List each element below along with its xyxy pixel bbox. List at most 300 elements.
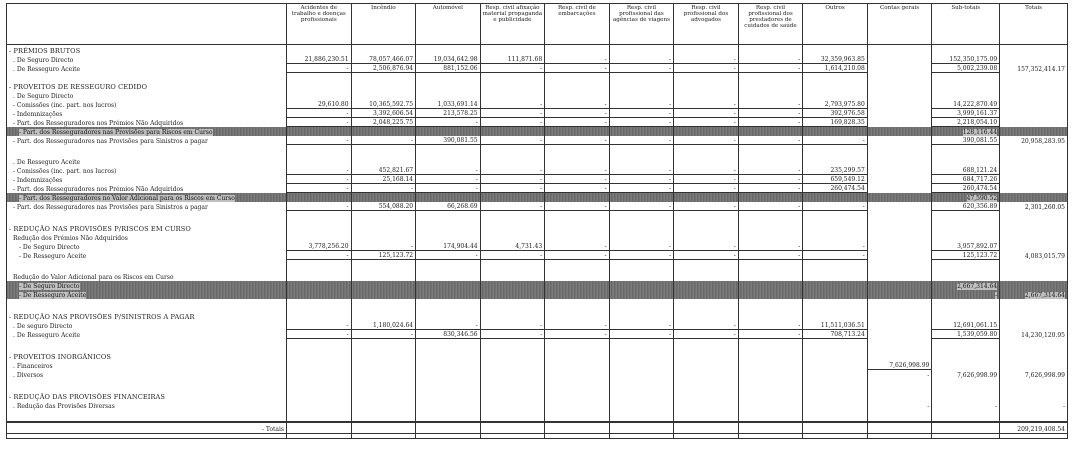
cell-value: - [733, 243, 736, 250]
row-label [7, 391, 287, 401]
cell-value: 4,083,015.79 [1024, 252, 1065, 260]
cell-value: 2,301,260.05 [1024, 203, 1065, 211]
cell-value: 2,218,054.10 [957, 119, 998, 126]
cell-value: 32,359,963.85 [820, 56, 865, 63]
cell-value: 620,356.89 [962, 203, 998, 210]
table-cell [287, 251, 352, 260]
row-label [7, 211, 287, 223]
table-cell [867, 251, 932, 260]
cell-value: 1,539,059.80 [957, 331, 998, 338]
table-cell [416, 73, 481, 81]
header-label-column [7, 4, 287, 45]
table-cell [609, 157, 674, 166]
table-cell [738, 118, 803, 127]
cell-value: 2,506,876.94 [373, 65, 414, 72]
row-label-text: . De Seguro Directo [13, 56, 74, 64]
cell-value: 659,549.12 [830, 176, 865, 183]
cell-value: 11,511,036.51 [820, 322, 865, 329]
table-cell [416, 145, 481, 157]
row-label-text: Redução dos Prémios Não Adquiridos [13, 234, 128, 242]
end-cell [803, 434, 868, 439]
table-cell [416, 136, 481, 145]
cell-value: 4,731.43 [515, 243, 543, 250]
table-cell [545, 73, 610, 81]
end-cell [867, 434, 932, 439]
cell-value: 7,626,998.99 [957, 371, 998, 379]
row-label [7, 370, 287, 379]
totals-empty-cell [351, 422, 416, 434]
cell-value: - [733, 322, 736, 329]
table-cell [738, 272, 803, 281]
table-cell [932, 321, 1000, 330]
table-cell [545, 184, 610, 193]
table-cell [738, 223, 803, 233]
table-cell [1000, 311, 1068, 321]
table-cell [867, 127, 932, 136]
table-cell [609, 55, 674, 64]
spacer-row [7, 145, 1068, 157]
table-row [7, 118, 1068, 127]
column-header: Resp. civil profissional das agências de viagens [609, 4, 674, 45]
table-cell [609, 242, 674, 251]
table-cell [609, 401, 674, 410]
table-cell [932, 55, 1000, 64]
table-cell [480, 118, 545, 127]
cell-value: - [346, 176, 349, 183]
table-cell [545, 379, 610, 391]
table-cell [867, 157, 932, 166]
table-cell [738, 157, 803, 166]
table-cell [674, 175, 739, 184]
table-cell [351, 118, 416, 127]
row-label-text: - Part. dos Resseguradores no Valor Adicional para os Riscos em Curso [19, 194, 235, 202]
table-cell [480, 81, 545, 91]
table-cell [480, 109, 545, 118]
table-cell [545, 166, 610, 175]
table-cell [1000, 55, 1068, 64]
table-cell [738, 379, 803, 391]
column-header: Contas gerais [867, 4, 932, 45]
table-cell [416, 251, 481, 260]
table-cell [351, 64, 416, 73]
table-cell [609, 211, 674, 223]
end-cell [480, 434, 545, 439]
row-label-text: - De Seguro Directo [19, 282, 80, 290]
table-cell [932, 81, 1000, 91]
table-body [7, 45, 1068, 439]
column-header: Automóvel [416, 4, 481, 45]
row-label [7, 136, 287, 145]
row-label-text: - REDUÇÃO NAS PROVISÕES P/RISCOS EM CURSO [9, 224, 191, 233]
table-cell [867, 45, 932, 55]
cell-value: - [733, 56, 736, 63]
table-cell [1000, 145, 1068, 157]
table-cell [609, 260, 674, 272]
table-cell [351, 223, 416, 233]
table-cell [674, 193, 739, 202]
table-cell [803, 251, 868, 260]
table-cell [480, 91, 545, 100]
row-label [7, 223, 287, 233]
accounts-table [6, 3, 1068, 439]
table-cell [674, 370, 739, 379]
table-cell [351, 370, 416, 379]
row-label [7, 64, 287, 73]
table-cell [416, 100, 481, 109]
table-cell [803, 184, 868, 193]
table-cell [480, 145, 545, 157]
row-label-text: - Comissões (inc. part. nos lucros) [13, 101, 117, 109]
row-label [7, 81, 287, 91]
row-label [7, 290, 287, 299]
table-row [7, 91, 1068, 100]
table-cell [674, 73, 739, 81]
row-label-text: - De Resseguro Aceite [19, 252, 87, 260]
cell-value: - [346, 167, 349, 174]
end-cell [738, 434, 803, 439]
table-cell [287, 109, 352, 118]
table-cell [932, 118, 1000, 127]
table-cell [1000, 202, 1068, 211]
row-label [7, 281, 287, 290]
table-cell [674, 45, 739, 55]
table-cell [738, 55, 803, 64]
cell-value: 392,976.58 [830, 110, 865, 117]
table-cell [803, 410, 868, 422]
table-cell [609, 202, 674, 211]
table-cell [932, 401, 1000, 410]
table-cell [609, 64, 674, 73]
table-cell [480, 272, 545, 281]
table-cell [545, 223, 610, 233]
table-cell [416, 370, 481, 379]
table-cell [867, 136, 932, 145]
table-cell [545, 410, 610, 422]
table-cell [803, 361, 868, 370]
row-label [7, 184, 287, 193]
table-cell [287, 242, 352, 251]
table-cell [867, 281, 932, 290]
cell-value: 12,691,061.15 [953, 322, 998, 329]
totals-row [7, 422, 1068, 434]
table-cell [480, 351, 545, 361]
table-cell [480, 136, 545, 145]
cell-value: 684,717.26 [962, 176, 998, 183]
table-cell [674, 311, 739, 321]
table-cell [803, 118, 868, 127]
table-cell [416, 330, 481, 339]
cell-value: - [862, 243, 865, 250]
table-row [7, 290, 1068, 299]
cell-value: - [798, 56, 801, 63]
table-cell [351, 91, 416, 100]
cell-value: - [798, 252, 801, 259]
table-cell [1000, 251, 1068, 260]
table-cell [738, 321, 803, 330]
spacer-row [7, 339, 1068, 351]
cell-value: - [798, 322, 801, 329]
table-cell [738, 281, 803, 290]
table-cell [803, 55, 868, 64]
table-cell [932, 311, 1000, 321]
table-cell [351, 166, 416, 175]
table-cell [287, 223, 352, 233]
table-cell [932, 166, 1000, 175]
table-cell [287, 211, 352, 223]
table-cell [1000, 45, 1068, 55]
row-label [7, 145, 287, 157]
table-cell [932, 73, 1000, 81]
table-cell [351, 242, 416, 251]
table-cell [480, 391, 545, 401]
table-cell [867, 299, 932, 311]
cell-value: 128,116.44 [962, 128, 998, 136]
table-cell [932, 233, 1000, 242]
table-cell [1000, 339, 1068, 351]
table-cell [287, 361, 352, 370]
table-cell [287, 339, 352, 351]
cell-value: - [540, 331, 543, 338]
table-cell [932, 370, 1000, 379]
row-label [7, 410, 287, 422]
cell-value: 688,121.24 [962, 167, 998, 174]
cell-value: - [411, 185, 414, 192]
row-label [7, 272, 287, 281]
cell-value: - [733, 101, 736, 108]
cell-value: 20,958,283.95 [1021, 137, 1065, 145]
cell-value: - [862, 252, 865, 259]
table-cell [1000, 91, 1068, 100]
totals-empty-cell [674, 422, 739, 434]
table-cell [803, 211, 868, 223]
totals-empty-cell [416, 422, 481, 434]
cell-value: - [475, 119, 478, 126]
table-cell [674, 290, 739, 299]
spacer-row [7, 379, 1068, 391]
table-cell [609, 184, 674, 193]
table-cell [867, 233, 932, 242]
table-cell [609, 100, 674, 109]
table-cell [803, 370, 868, 379]
cell-value: - [346, 65, 349, 72]
table-cell [609, 127, 674, 136]
cell-value: - [862, 203, 865, 210]
table-cell [480, 166, 545, 175]
table-cell [738, 299, 803, 311]
table-cell [803, 233, 868, 242]
cell-value: - [604, 322, 607, 329]
table-cell [545, 233, 610, 242]
table-cell [287, 91, 352, 100]
table-cell [416, 391, 481, 401]
table-cell [867, 311, 932, 321]
table-cell [351, 45, 416, 55]
table-cell [287, 290, 352, 299]
table-cell [480, 260, 545, 272]
table-cell [738, 81, 803, 91]
row-label-text: - Part. dos Resseguradores nas Provisões para Sinistros a pagar [13, 203, 208, 211]
table-cell [416, 272, 481, 281]
table-cell [674, 127, 739, 136]
table-cell [1000, 223, 1068, 233]
cell-value: - [604, 119, 607, 126]
table-cell [480, 401, 545, 410]
cell-value: - [733, 110, 736, 117]
table-cell [932, 260, 1000, 272]
row-label-text: - Indemnizações [13, 176, 63, 184]
row-label [7, 55, 287, 64]
cell-value: 14,230,120.95 [1021, 331, 1065, 339]
cell-value: - [798, 110, 801, 117]
row-label [7, 166, 287, 175]
cell-value: 152,350,175.09 [949, 56, 998, 63]
cell-value: 213,578.25 [443, 110, 478, 117]
cell-value: 708,713.24 [830, 331, 865, 338]
table-cell [545, 118, 610, 127]
row-label [7, 260, 287, 272]
table-row [7, 330, 1068, 339]
table-cell [932, 91, 1000, 100]
table-row [7, 272, 1068, 281]
table-cell [738, 73, 803, 81]
row-label-text: - Part. dos Resseguradores nas Provisões para Riscos em Curso [19, 128, 213, 136]
table-cell [803, 175, 868, 184]
table-cell [545, 109, 610, 118]
table-cell [738, 175, 803, 184]
section-header-row [7, 45, 1068, 55]
table-cell [867, 55, 932, 64]
table-cell [803, 311, 868, 321]
table-cell [609, 339, 674, 351]
table-row [7, 127, 1068, 136]
table-cell [545, 330, 610, 339]
cell-value: 554,088.20 [378, 203, 414, 210]
table-cell [351, 233, 416, 242]
table-cell [674, 202, 739, 211]
table-cell [738, 311, 803, 321]
row-label [7, 299, 287, 311]
row-label-text: Redução do Valor Adicional para os Riscos em Curso [13, 273, 174, 281]
cell-value: 830,346.56 [443, 331, 478, 338]
table-cell [932, 379, 1000, 391]
table-cell [674, 242, 739, 251]
table-cell [674, 64, 739, 73]
table-cell [287, 45, 352, 55]
table-cell [480, 175, 545, 184]
table-cell [351, 321, 416, 330]
table-cell [674, 100, 739, 109]
table-cell [1000, 136, 1068, 145]
cell-value: 19,034,642.98 [433, 56, 478, 63]
table-cell [674, 281, 739, 290]
table-cell [867, 145, 932, 157]
cell-value: - [604, 203, 607, 210]
table-cell [351, 339, 416, 351]
cell-value: - [411, 243, 414, 250]
column-header: Resp. civil profissional dos prestadores de cuidados de saúde [738, 4, 803, 45]
table-cell [416, 410, 481, 422]
table-cell [738, 184, 803, 193]
row-label [7, 321, 287, 330]
table-cell [287, 127, 352, 136]
table-cell [1000, 233, 1068, 242]
row-label [7, 175, 287, 184]
cell-value: 25,168.14 [382, 176, 414, 183]
cell-value: - [669, 203, 672, 210]
table-cell [1000, 370, 1068, 379]
table-cell [1000, 321, 1068, 330]
table-cell [803, 260, 868, 272]
table-cell [351, 145, 416, 157]
table-cell [351, 175, 416, 184]
table-cell [351, 299, 416, 311]
row-label [7, 100, 287, 109]
cell-value: 3,999,161.37 [957, 110, 998, 117]
totals-empty-cell [609, 422, 674, 434]
table-cell [867, 211, 932, 223]
table-cell [932, 193, 1000, 202]
table-row [7, 321, 1068, 330]
table-cell [287, 64, 352, 73]
end-cell [351, 434, 416, 439]
table-cell [545, 157, 610, 166]
table-cell [803, 351, 868, 361]
table-cell [545, 351, 610, 361]
table-cell [351, 290, 416, 299]
cell-value: - [669, 101, 672, 108]
row-label-text: - De Resseguro Aceite [19, 291, 87, 299]
row-label [7, 311, 287, 321]
cell-value: - [540, 101, 543, 108]
table-cell [932, 391, 1000, 401]
table-cell [416, 202, 481, 211]
table-cell [932, 157, 1000, 166]
table-cell [674, 55, 739, 64]
table-cell [932, 100, 1000, 109]
table-cell [545, 127, 610, 136]
table-cell [932, 290, 1000, 299]
cell-value: - [475, 176, 478, 183]
table-cell [609, 290, 674, 299]
table-cell [416, 157, 481, 166]
cell-value: - [733, 65, 736, 72]
section-header-row [7, 351, 1068, 361]
table-cell [1000, 351, 1068, 361]
table-cell [932, 184, 1000, 193]
cell-value: - [346, 203, 349, 210]
cell-value: - [733, 185, 736, 192]
table-cell [738, 251, 803, 260]
cell-value: - [927, 371, 930, 379]
table-cell [674, 260, 739, 272]
row-label-text: - PROVEITOS INORGÂNICOS [9, 352, 112, 361]
table-cell [287, 281, 352, 290]
table-cell [545, 55, 610, 64]
row-label-text: - Part. dos Resseguradores nos Prémios Não Adquiridos [13, 119, 184, 127]
table-cell [609, 193, 674, 202]
table-cell [287, 401, 352, 410]
table-cell [738, 211, 803, 223]
cell-value: - [798, 203, 801, 210]
section-header-row [7, 223, 1068, 233]
table-cell [545, 251, 610, 260]
cell-value: 2,667,314.64 [957, 282, 998, 290]
table-cell [738, 100, 803, 109]
table-cell [803, 330, 868, 339]
cell-value: - [995, 402, 998, 410]
table-cell [674, 330, 739, 339]
table-cell [480, 233, 545, 242]
